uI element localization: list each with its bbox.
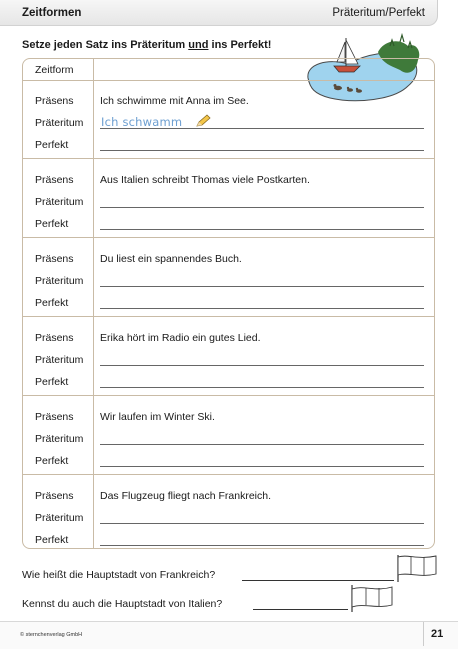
instruction-pre: Setze jeden Satz ins Präteritum xyxy=(22,39,189,51)
sentence: Ich schwimme mit Anna im See. xyxy=(100,95,249,107)
answer-line-perfekt[interactable] xyxy=(100,545,424,546)
header-title: Zeitformen xyxy=(22,7,82,19)
page-number: 21 xyxy=(431,628,444,640)
answer-line-perfekt[interactable] xyxy=(100,150,424,151)
copyright: © sternchenverlag GmbH xyxy=(20,632,83,638)
answer-line-praeteritum[interactable] xyxy=(100,286,424,287)
pencil-icon xyxy=(195,114,211,128)
tense-praesens: Präsens xyxy=(35,490,74,502)
tense-perfekt: Perfekt xyxy=(35,218,69,230)
sentence: Erika hört im Radio ein gutes Lied. xyxy=(100,332,261,344)
tense-perfekt: Perfekt xyxy=(35,297,69,309)
table-header-row xyxy=(23,59,434,81)
page-header xyxy=(0,0,438,26)
tense-praeteritum: Präteritum xyxy=(35,275,84,287)
answer-line-perfekt[interactable] xyxy=(100,308,424,309)
answer-line-praeteritum[interactable] xyxy=(100,128,424,129)
sentence: Das Flugzeug fliegt nach Frankreich. xyxy=(100,490,271,502)
sentence: Aus Italien schreibt Thomas viele Postkarten. xyxy=(100,174,310,186)
page-number-box xyxy=(423,622,452,646)
sentence-block xyxy=(23,238,434,317)
tense-praeteritum: Präteritum xyxy=(35,196,84,208)
question-italy: Kennst du auch die Hauptstadt von Italien? xyxy=(22,598,223,610)
tense-praesens: Präsens xyxy=(35,174,74,186)
sentence-block xyxy=(23,475,434,549)
answer-line-perfekt[interactable] xyxy=(100,466,424,467)
tense-praeteritum: Präteritum xyxy=(35,512,84,524)
sentence-block xyxy=(23,396,434,475)
tense-praeteritum: Präteritum xyxy=(35,117,84,129)
tense-perfekt: Perfekt xyxy=(35,139,69,151)
answer-line-praeteritum[interactable] xyxy=(100,207,424,208)
instruction-und: und xyxy=(188,39,209,51)
answer-line-perfekt[interactable] xyxy=(100,387,424,388)
sentence-block xyxy=(23,80,434,159)
answer-line-france[interactable] xyxy=(242,580,394,581)
answer-line-praeteritum[interactable] xyxy=(100,444,424,445)
question-france: Wie heißt die Hauptstadt von Frankreich? xyxy=(22,569,216,581)
footer xyxy=(0,621,458,649)
column-header: Zeitform xyxy=(35,64,74,76)
sentence: Wir laufen im Winter Ski. xyxy=(100,411,215,423)
tense-praeteritum: Präteritum xyxy=(35,354,84,366)
sentence-block xyxy=(23,317,434,396)
france-flag-icon xyxy=(396,553,440,583)
instruction-post: ins Perfekt! xyxy=(208,39,272,51)
answer-line-praeteritum[interactable] xyxy=(100,365,424,366)
sentence: Du liest ein spannendes Buch. xyxy=(100,253,242,265)
tense-table xyxy=(22,58,435,549)
tense-perfekt: Perfekt xyxy=(35,534,69,546)
answer-line-perfekt[interactable] xyxy=(100,229,424,230)
example-answer: Ich schwamm xyxy=(101,115,183,129)
italy-flag-icon xyxy=(350,583,396,613)
answer-line-italy[interactable] xyxy=(253,609,348,610)
tense-praesens: Präsens xyxy=(35,411,74,423)
tense-perfekt: Perfekt xyxy=(35,455,69,467)
header-subtitle: Präteritum/Perfekt xyxy=(332,7,425,19)
tense-perfekt: Perfekt xyxy=(35,376,69,388)
answer-line-praeteritum[interactable] xyxy=(100,523,424,524)
instruction xyxy=(22,39,271,51)
tense-praeteritum: Präteritum xyxy=(35,433,84,445)
tense-praesens: Präsens xyxy=(35,95,74,107)
tense-praesens: Präsens xyxy=(35,253,74,265)
tense-praesens: Präsens xyxy=(35,332,74,344)
sentence-block xyxy=(23,159,434,238)
